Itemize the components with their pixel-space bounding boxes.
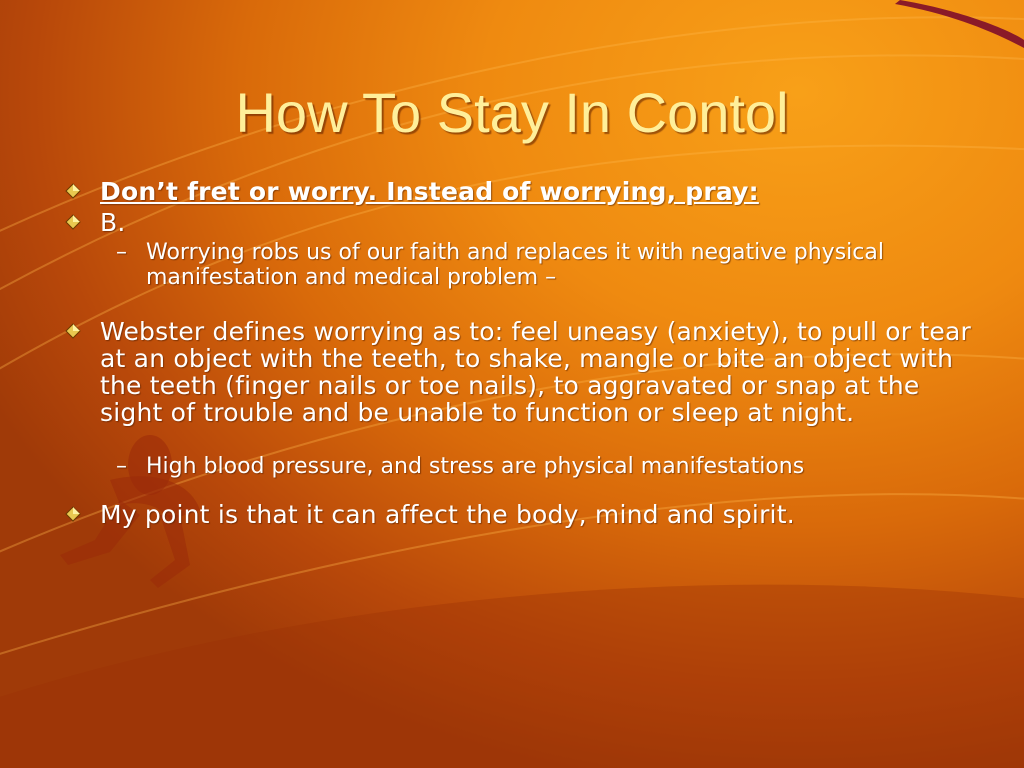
bullet-item <box>62 178 972 205</box>
diamond-bullet-icon <box>65 183 81 199</box>
dash-marker: – <box>116 240 127 265</box>
bullet-item <box>62 209 972 236</box>
sub-bullet-text: Worrying robs us of our faith and replaces it with negative physical manifestation and medical problem – <box>146 240 884 290</box>
dash-marker: – <box>116 454 127 479</box>
bullet-text: B. <box>100 208 126 237</box>
sub-bullet-text: High blood pressure, and stress are physical manifestations <box>146 454 805 479</box>
diamond-bullet-icon <box>65 214 81 230</box>
sub-bullet-item <box>62 240 972 290</box>
bullet-list <box>62 178 972 528</box>
bullet-text: Webster defines worrying as to: feel uneasy (anxiety), to pull or tear at an object with the teeth, to shake, mangle or bite an object with the teeth (finger nails or toe nails), to aggravated or snap at the sight of trouble and be unable to function or sleep at night. <box>100 317 971 427</box>
sub-bullet-item <box>62 454 972 479</box>
bottom-shade <box>0 585 1024 768</box>
bullet-text: Don’t fret or worry. Instead of worrying, pray: <box>100 177 759 206</box>
diamond-bullet-icon <box>65 323 81 339</box>
diamond-bullet-icon <box>65 506 81 522</box>
bullet-item <box>62 318 972 426</box>
bullet-item <box>62 501 972 528</box>
bullet-text: My point is that it can affect the body, mind and spirit. <box>100 500 795 529</box>
slide-title: How To Stay In Contol <box>235 81 789 144</box>
corner-stripe <box>895 0 1024 48</box>
